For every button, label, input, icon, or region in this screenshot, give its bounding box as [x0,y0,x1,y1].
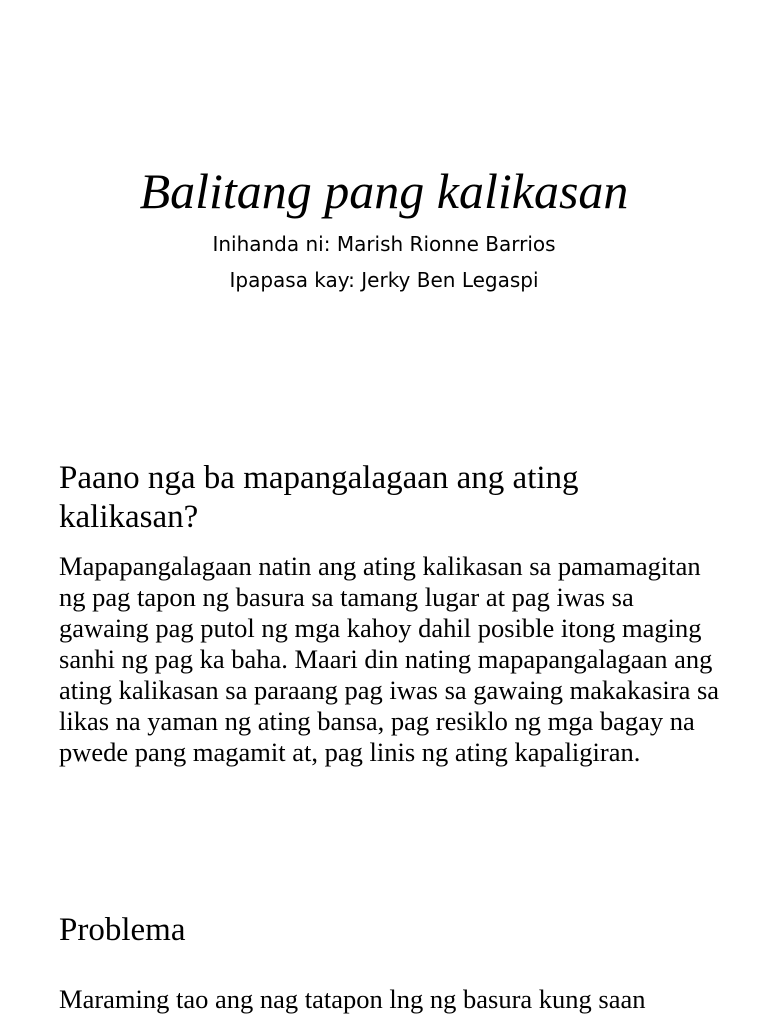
prepared-by-line: Inihanda ni: Marish Rionne Barrios [212,232,556,256]
document-title: Balitang pang kalikasan [139,163,629,219]
submitted-to-line: Ipapasa kay: Jerky Ben Legaspi [229,268,539,292]
section-heading-problem: Problema [59,912,186,948]
section-heading-question: Paano nga ba mapangalagaan ang ating kalikasan? [59,460,579,535]
section-body-answer: Mapapangalagaan natin ang ating kalikasan sa pamamagitan ng pag tapon ng basura sa tamang lugar at pag iwas sa gawaing pag putol ng mga kahoy dahil posible itong maging sanhi ng pag ka baha. Maari din nating mapapangalagaan ang ating kalikasan sa paraang pag iwas sa gawaing makakasira sa likas na yaman ng ating bansa, pag resiklo ng mga bagay na pwede pang magamit at, pag linis ng ating kapaligiran. [59,551,720,767]
section-body-problem: Maraming tao ang nag tatapon lng ng basura kung saan [59,984,646,1014]
